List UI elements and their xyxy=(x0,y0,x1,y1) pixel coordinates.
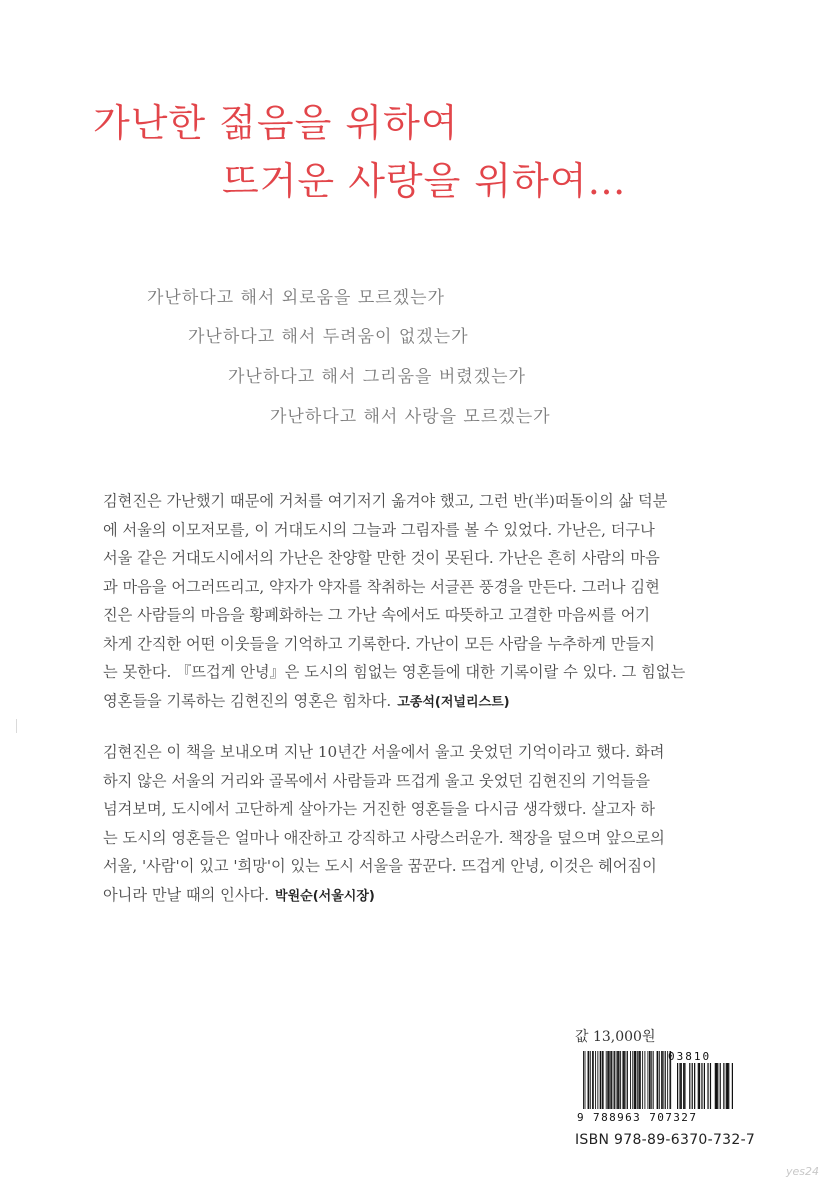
barcode-bar xyxy=(609,1051,610,1109)
barcode-addon-bar xyxy=(717,1063,718,1109)
watermark: yes24 xyxy=(786,1165,820,1178)
barcode-bar xyxy=(659,1051,660,1109)
barcode-addon-bar xyxy=(694,1063,695,1109)
barcode-addon-bar xyxy=(692,1063,693,1109)
barcode-bar xyxy=(651,1051,652,1109)
barcode-bar xyxy=(611,1051,612,1109)
paragraph-line: 에 서울의 이모저모를, 이 거대도시의 그늘과 그림자를 볼 수 있었다. 가난은, 더구나 xyxy=(103,520,655,539)
barcode-bar xyxy=(663,1051,664,1109)
barcode-addon-bar xyxy=(732,1063,733,1109)
barcode-bar xyxy=(635,1051,636,1109)
barcode-addon-bar xyxy=(701,1063,702,1109)
barcode-bar xyxy=(637,1051,638,1109)
paragraph-text: 영혼들을 기록하는 김현진의 영혼은 힘차다. xyxy=(103,691,392,710)
barcode-addon-bar xyxy=(715,1063,716,1109)
barcode-addon-bar xyxy=(728,1063,729,1109)
barcode-addon-bar xyxy=(710,1063,711,1109)
barcode-bar xyxy=(630,1051,631,1109)
barcode-addon-bar xyxy=(727,1063,728,1109)
barcode-addon-bar xyxy=(681,1063,682,1109)
barcode-addon-bar xyxy=(689,1063,690,1109)
paragraph-line: 김현진은 이 책을 보내오며 지난 10년간 서울에서 울고 웃었던 기억이라고 했다. 화려 xyxy=(103,743,665,761)
barcode-bar xyxy=(624,1051,625,1109)
barcode-addon-bar xyxy=(707,1063,708,1109)
barcode-addon-bar xyxy=(723,1063,724,1109)
barcode-bar xyxy=(597,1051,598,1109)
barcode-addon-bar xyxy=(726,1063,727,1109)
reviewer-attribution: 박원순(서울시장) xyxy=(275,888,375,904)
barcode-bar xyxy=(595,1051,596,1109)
barcode-bar xyxy=(632,1051,633,1109)
edge-mark xyxy=(16,719,17,733)
barcode-bar xyxy=(627,1051,628,1109)
barcode-addon-bar xyxy=(677,1063,678,1109)
paragraph-line: 넘겨보며, 도시에서 고단하게 살아가는 거진한 영혼들을 다시금 생각했다. 살고자 하 xyxy=(103,800,655,818)
paragraph-line: 하지 않은 서울의 거리와 골목에서 사람들과 뜨겁게 울고 웃었던 김현진의 기억들을 xyxy=(103,771,651,790)
paragraph-line: 과 마음을 어그러뜨리고, 약자가 약자를 착취하는 서글픈 풍경을 만든다. 그러나 김현 xyxy=(103,577,660,596)
review-paragraph-1 xyxy=(103,487,739,717)
isbn-text: ISBN 978-89-6370-732-7 xyxy=(575,1132,756,1148)
headline-line-2: 뜨거운 사랑을 위하여… xyxy=(222,159,627,203)
barcode-addon-bar xyxy=(699,1063,700,1109)
barcode-addon-bar xyxy=(679,1063,680,1109)
paragraph-line: 차게 간직한 어떤 이웃들을 기억하고 기록한다. 가난이 모든 사람을 누추하게 만들지 xyxy=(103,634,655,653)
barcode-bar xyxy=(585,1051,586,1109)
barcode-bar xyxy=(657,1051,658,1109)
barcode-bar xyxy=(653,1051,654,1109)
reviewer-attribution: 고종석(저널리스트) xyxy=(397,694,510,710)
barcode-bar xyxy=(625,1051,626,1109)
barcode-bar xyxy=(606,1051,607,1109)
barcode-number: 9 788963 707327 xyxy=(577,1111,698,1124)
paragraph-line-last xyxy=(103,687,739,718)
barcode-bar xyxy=(616,1051,617,1109)
paragraph-line: 서울 같은 거대도시에서의 가난은 찬양할 만한 것이 못된다. 가난은 흔히 사람의 마음 xyxy=(103,549,660,567)
paragraph-line: 김현진은 가난했기 때문에 거처를 여기저기 옮겨야 했고, 그런 반(半)떠돌이의 삶 덕분 xyxy=(103,492,668,510)
barcode-bar xyxy=(642,1051,643,1109)
poem-line: 가난하다고 해서 두려움이 없겠는가 xyxy=(188,327,469,347)
poem-line: 가난하다고 해서 사랑을 모르겠는가 xyxy=(270,407,551,427)
barcode-addon-number: 03810 xyxy=(668,1050,712,1063)
barcode-bar xyxy=(662,1051,663,1109)
barcode-addon-bar xyxy=(698,1063,699,1109)
barcode-bar xyxy=(600,1051,601,1109)
paragraph-line: 진은 사람들의 마음을 황폐화하는 그 가난 속에서도 따뜻하고 고결한 마음씨를 어기 xyxy=(103,606,651,624)
poem-line: 가난하다고 해서 외로움을 모르겠는가 xyxy=(147,288,445,308)
paragraph-line: 는 도시의 영혼들은 얼마나 애잔하고 강직하고 사랑스러운가. 책장을 덮으며 앞으로의 xyxy=(103,828,665,847)
paragraph-text: 아니라 만날 때의 인사다. xyxy=(103,885,270,904)
barcode-bar xyxy=(647,1051,648,1109)
price-label: 값 13,000원 xyxy=(575,1029,656,1045)
barcode-bar xyxy=(619,1051,620,1109)
barcode-addon-bar xyxy=(704,1063,705,1109)
paragraph-line: 는 못한다. 『뜨겁게 안녕』은 도시의 힘없는 영혼들에 대한 기록이랄 수 있다. 그 힘없는 xyxy=(103,663,686,681)
barcode-bar xyxy=(644,1051,645,1109)
barcode-addon-bar xyxy=(720,1063,721,1109)
headline-line-1: 가난한 젊음을 위하여 xyxy=(93,101,459,145)
barcode-bar xyxy=(588,1051,589,1109)
barcode-bar xyxy=(583,1051,584,1109)
paragraph-line-last xyxy=(103,881,739,912)
barcode-bar xyxy=(613,1051,614,1109)
barcode-bar xyxy=(640,1051,641,1109)
barcode-bar xyxy=(650,1051,651,1109)
poem-line: 가난하다고 해서 그리움을 버렸겠는가 xyxy=(228,367,526,387)
barcode-bar xyxy=(665,1051,666,1109)
paragraph-line: 서울, '사람'이 있고 '희망'이 있는 도시 서울을 꿈꾼다. 뜨겁게 안녕, 이것은 헤어짐이 xyxy=(103,857,657,875)
barcode-bar xyxy=(590,1051,591,1109)
barcode-bar xyxy=(603,1051,604,1109)
barcode-addon-bar xyxy=(684,1063,685,1109)
barcode-addon-bar xyxy=(683,1063,684,1109)
barcode-addon-bar xyxy=(716,1063,717,1109)
barcode-bar xyxy=(614,1051,615,1109)
barcode-bar xyxy=(593,1051,594,1109)
barcode-bar xyxy=(620,1051,621,1109)
review-paragraph-2 xyxy=(103,738,739,911)
